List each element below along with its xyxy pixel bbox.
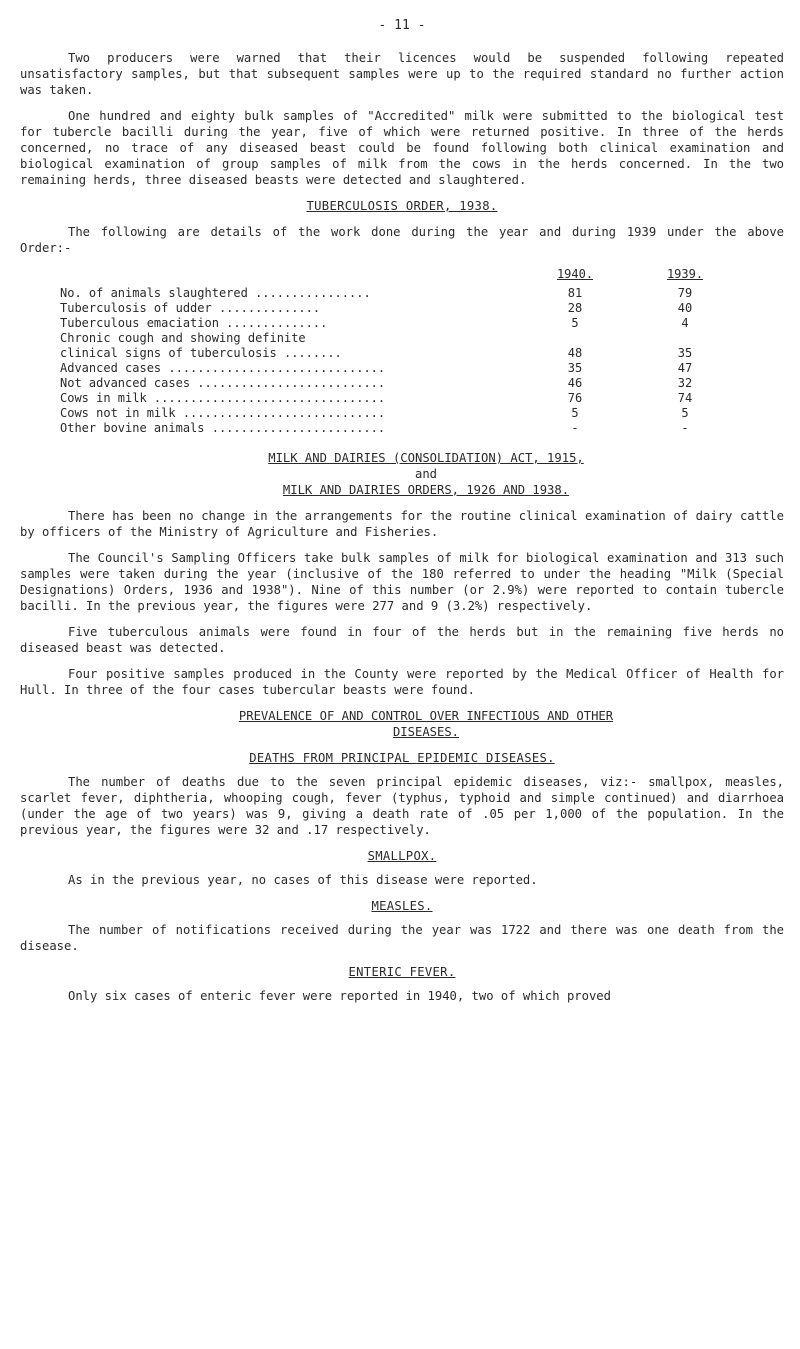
- row-label-text: Chronic cough and showing definite: [60, 331, 306, 345]
- row-label-text: clinical signs of tuberculosis: [60, 346, 284, 360]
- heading-smallpox: SMALLPOX.: [367, 849, 437, 863]
- row-dot-leader: ..............: [226, 316, 328, 330]
- row-label-text: Other bovine animals: [60, 421, 212, 435]
- paragraph-deaths-epidemic: The number of deaths due to the seven principal epidemic diseases, viz:- smallpox, measles, scarlet fever, diphtheria, whooping cough, fever (typhus, typhoid and simple continued) and diarrhoea (under the age of two years) was 9, giving a death rate of .05 per 1,000 of the population. In the previous year, the figures were 32 and .17 respectively.: [20, 775, 784, 837]
- paragraph-sampling-officers: The Council's Sampling Officers take bulk samples of milk for biological examination and 313 such samples were taken during the year (inclusive of the 180 referred to under the heading "Milk (Special Designations) Orders, 1936 and 1938"). Nine of this number (or 2.9%) were reported to contain tubercle bacilli. In the previous year, the figures were 277 and 9 (3.2%) respectively.: [20, 551, 784, 613]
- table-cell-1940: 48: [567, 346, 583, 360]
- row-dot-leader: ................: [255, 286, 371, 300]
- row-label-text: Tuberculosis of udder: [60, 301, 219, 315]
- table-cell-1940: -: [571, 421, 579, 435]
- table-cell-1939: 74: [677, 391, 693, 405]
- table-cell-1939: [630, 331, 740, 346]
- row-label-text: Not advanced cases: [60, 376, 198, 390]
- paragraph-measles: The number of notifications received during the year was 1722 and there was one death from the disease.: [20, 923, 784, 953]
- heading-deaths-epidemic: DEATHS FROM PRINCIPAL EPIDEMIC DISEASES.: [249, 751, 555, 765]
- table-cell-1940: 5: [571, 316, 579, 330]
- table-cell-1940: 28: [567, 301, 583, 315]
- table-row: [60, 391, 740, 406]
- table-body: [60, 286, 740, 436]
- table-cell-label: [60, 361, 520, 376]
- row-dot-leader: ..............: [218, 301, 321, 315]
- table-cell-1940: [520, 331, 630, 346]
- row-dot-leader: ................................: [153, 391, 386, 405]
- table-cell-label: [60, 331, 520, 346]
- row-label-text: Cows not in milk: [60, 406, 183, 420]
- table-row: [60, 286, 740, 301]
- table-cell-1940: 46: [567, 376, 583, 390]
- table-row: [60, 406, 740, 421]
- heading-milk-dairies-act: MILK AND DAIRIES (CONSOLIDATION) ACT, 1915,: [268, 451, 584, 465]
- table-cell-1939: 5: [681, 406, 689, 420]
- table-cell-label: [60, 316, 520, 331]
- heading-prevalence-block: [20, 708, 784, 740]
- table-cell-label: [60, 301, 520, 316]
- row-dot-leader: ..............................: [168, 361, 386, 375]
- table-cell-1940: 81: [567, 286, 583, 300]
- table-row: [60, 361, 740, 376]
- paragraph-routine-examination: There has been no change in the arrangements for the routine clinical examination of dairy cattle by officers of the Ministry of Agriculture and Fisheries.: [20, 509, 784, 539]
- table-cell-1939: 79: [677, 286, 693, 300]
- table-cell-1939: 40: [677, 301, 693, 315]
- heading-and: and: [414, 467, 437, 481]
- table-cell-1939: -: [681, 421, 689, 435]
- row-label-text: No. of animals slaughtered: [60, 286, 256, 300]
- row-dot-leader: ........................: [211, 421, 386, 435]
- paragraph-tb-order-intro: The following are details of the work done during the year and during 1939 under the above Order:-: [20, 225, 784, 255]
- table-row: [60, 316, 740, 331]
- table-cell-label: [60, 346, 520, 361]
- row-dot-leader: ........: [283, 346, 342, 360]
- table-cell-1940: 76: [567, 391, 583, 405]
- row-dot-leader: ............................: [182, 406, 386, 420]
- heading-milk-dairies-block: [20, 450, 784, 498]
- heading-milk-dairies-orders: MILK AND DAIRIES ORDERS, 1926 AND 1938.: [282, 483, 570, 497]
- paragraph-enteric-fever: Only six cases of enteric fever were reported in 1940, two of which proved: [68, 989, 611, 1003]
- paragraph-producers-warned: Two producers were warned that their licences would be suspended following repeated unsatisfactory samples, but that subsequent samples were up to the required standard no further action was taken.: [20, 51, 784, 97]
- table-header-label: [60, 266, 520, 286]
- table-cell-label: [60, 391, 520, 406]
- tuberculosis-stats-table: [60, 266, 740, 436]
- row-label-text: Cows in milk: [60, 391, 154, 405]
- paragraph-accredited-milk: One hundred and eighty bulk samples of "Accredited" milk were submitted to the biological test for tubercle bacilli during the year, five of which were returned positive. In three of the herds concerned, no trace of any diseased beast could be found following both clinical examination and biological examination of group samples of milk from the cows in the herds concerned. In the two remaining herds, three diseased beasts were detected and slaughtered.: [20, 109, 784, 187]
- table-row: [60, 301, 740, 316]
- row-label-text: Tuberculous emaciation: [60, 316, 227, 330]
- table-cell-1940: 5: [571, 406, 579, 420]
- table-cell-label: [60, 406, 520, 421]
- row-label-text: Advanced cases: [60, 361, 169, 375]
- paragraph-positive-samples-hull: Four positive samples produced in the County were reported by the Medical Officer of Health for Hull. In three of the four cases tubercular beasts were found.: [20, 667, 784, 697]
- table-row: [60, 376, 740, 391]
- heading-measles: MEASLES.: [371, 899, 433, 913]
- heading-tuberculosis-order: TUBERCULOSIS ORDER, 1938.: [306, 199, 498, 213]
- table-cell-label: [60, 421, 520, 436]
- row-dot-leader: ..........................: [197, 376, 386, 390]
- table-cell-1939: 4: [681, 316, 689, 330]
- table-row: [60, 331, 740, 346]
- table-cell-1940: 35: [567, 361, 583, 375]
- heading-enteric-fever: ENTERIC FEVER.: [348, 965, 456, 979]
- heading-prevalence: PREVALENCE OF AND CONTROL OVER INFECTIOUS AND OTHER: [238, 709, 614, 723]
- table-header-1940: 1940.: [556, 267, 594, 281]
- table-cell-label: [60, 286, 520, 301]
- table-header-row: [60, 266, 740, 286]
- table-row: [60, 421, 740, 436]
- table-cell-label: [60, 376, 520, 391]
- paragraph-tuberculous-animals: Five tuberculous animals were found in four of the herds but in the remaining five herds no diseased beast was detected.: [20, 625, 784, 655]
- table-header-1939: 1939.: [666, 267, 704, 281]
- table-row: [60, 346, 740, 361]
- paragraph-smallpox: As in the previous year, no cases of this disease were reported.: [68, 873, 538, 887]
- heading-diseases: DISEASES.: [392, 725, 460, 739]
- table-cell-1939: 47: [677, 361, 693, 375]
- table-cell-1939: 32: [677, 376, 693, 390]
- page-number: - 11 -: [378, 18, 426, 33]
- table-cell-1939: 35: [677, 346, 693, 360]
